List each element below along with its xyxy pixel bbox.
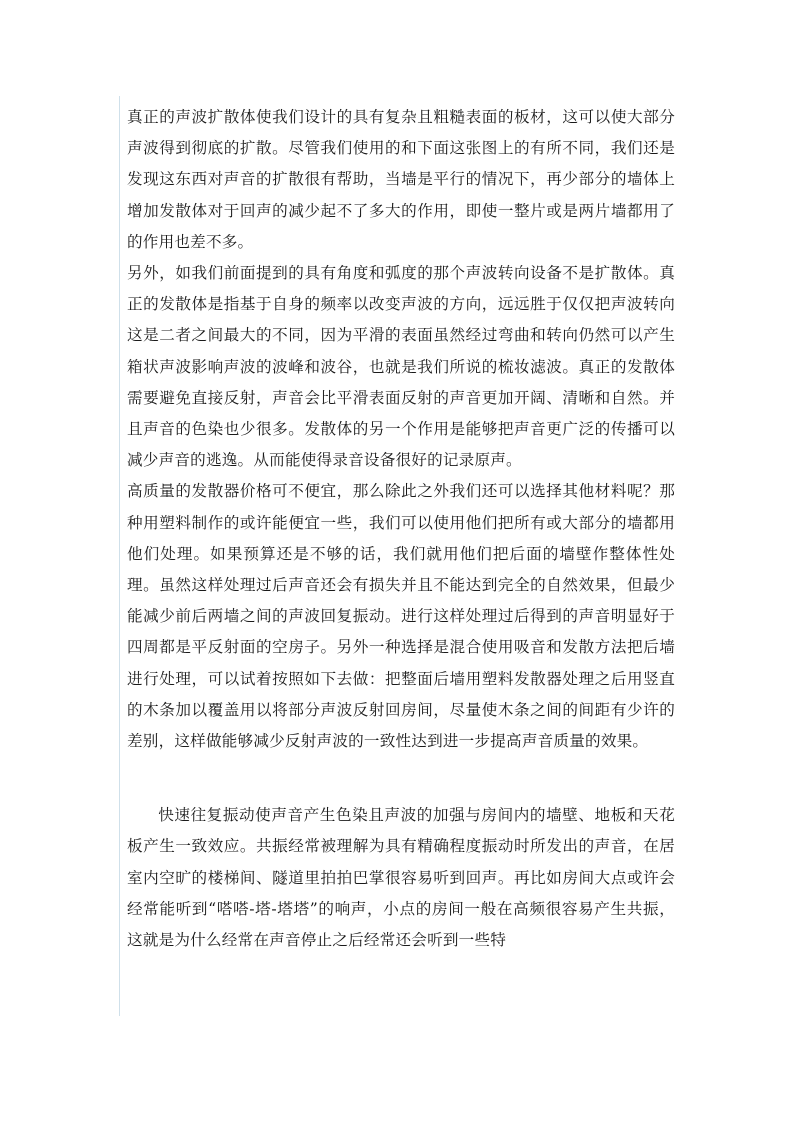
paragraph-true-diffusers: 另外，如我们前面提到的具有角度和弧度的那个声波转向设备不是扩散体。真正的发散体是指基于自身的频率以改变声波的方向，远远胜于仅仅把声波转向这是二者之间最大的不同，因为平滑的表面虽然经过弯曲和转向仍然可以产生箱状声波影响声波的波峰和波谷，也就是我们所说的梳妆滤波。真正的发散体需要避免直接反射，声音会比平滑表面反射的声音更加开阔、清晰和自然。并且声音的色染也少很多。发散体的另一个作用是能够把声音更广泛的传播可以减少声音的逃逸。从而能使得录音设备很好的记录原声。 [127, 264, 675, 470]
document-body [127, 102, 675, 956]
paragraph-gap [127, 757, 675, 800]
margin-rule [119, 96, 120, 1016]
paragraph-plastic-diffusers: 高质量的发散器价格可不便宜，那么除此之外我们还可以选择其他材料呢？那种用塑料制作的或许能便宜一些，我们可以使用他们把所有或大部分的墙都用他们处理。如果预算还是不够的话，我们就用他们把后面的墙壁作整体性处理。虽然这样处理过后声音还会有损失并且不能达到完全的自然效果，但最少能减少前后两墙之间的声波回复振动。进行这样处理过后得到的声音明显好于四周都是平反射面的空房子。另外一种选择是混合使用吸音和发散方法把后墙进行处理，可以试着按照如下去做：把整面后墙用塑料发散器处理之后用竖直的木条加以覆盖用以将部分声波反射回房间，尽量使木条之间的间距有少许的差别，这样做能够减少反射声波的一致性达到进一步提高声音质量的效果。 [127, 482, 675, 751]
paragraph-diffuser-panels: 真正的声波扩散体使我们设计的具有复杂且粗糙表面的板材，这可以使大部分声波得到彻底的扩散。尽管我们使用的和下面这张图上的有所不同，我们还是发现这东西对声音的扩散很有帮助，当墙是平行的情况下，再少部分的墙体上增加发散体对于回声的减少起不了多大的作用，即使一整片或是两片墙都用了的作用也差不多。 [127, 108, 675, 251]
paragraph-flutter-echo: 快速往复振动使声音产生色染且声波的加强与房间内的墙壁、地板和天花板产生一致效应。共振经常被理解为具有精确程度振动时所发出的声音，在居室内空旷的楼梯间、隧道里拍拍巴掌很容易听到回声。再比如房间大点或许会经常能听到“嗒嗒-塔-塔塔”的响声，小点的房间一般在高频很容易产生共振，这就是为什么经常在声音停止之后经常还会听到一些特 [127, 806, 675, 950]
